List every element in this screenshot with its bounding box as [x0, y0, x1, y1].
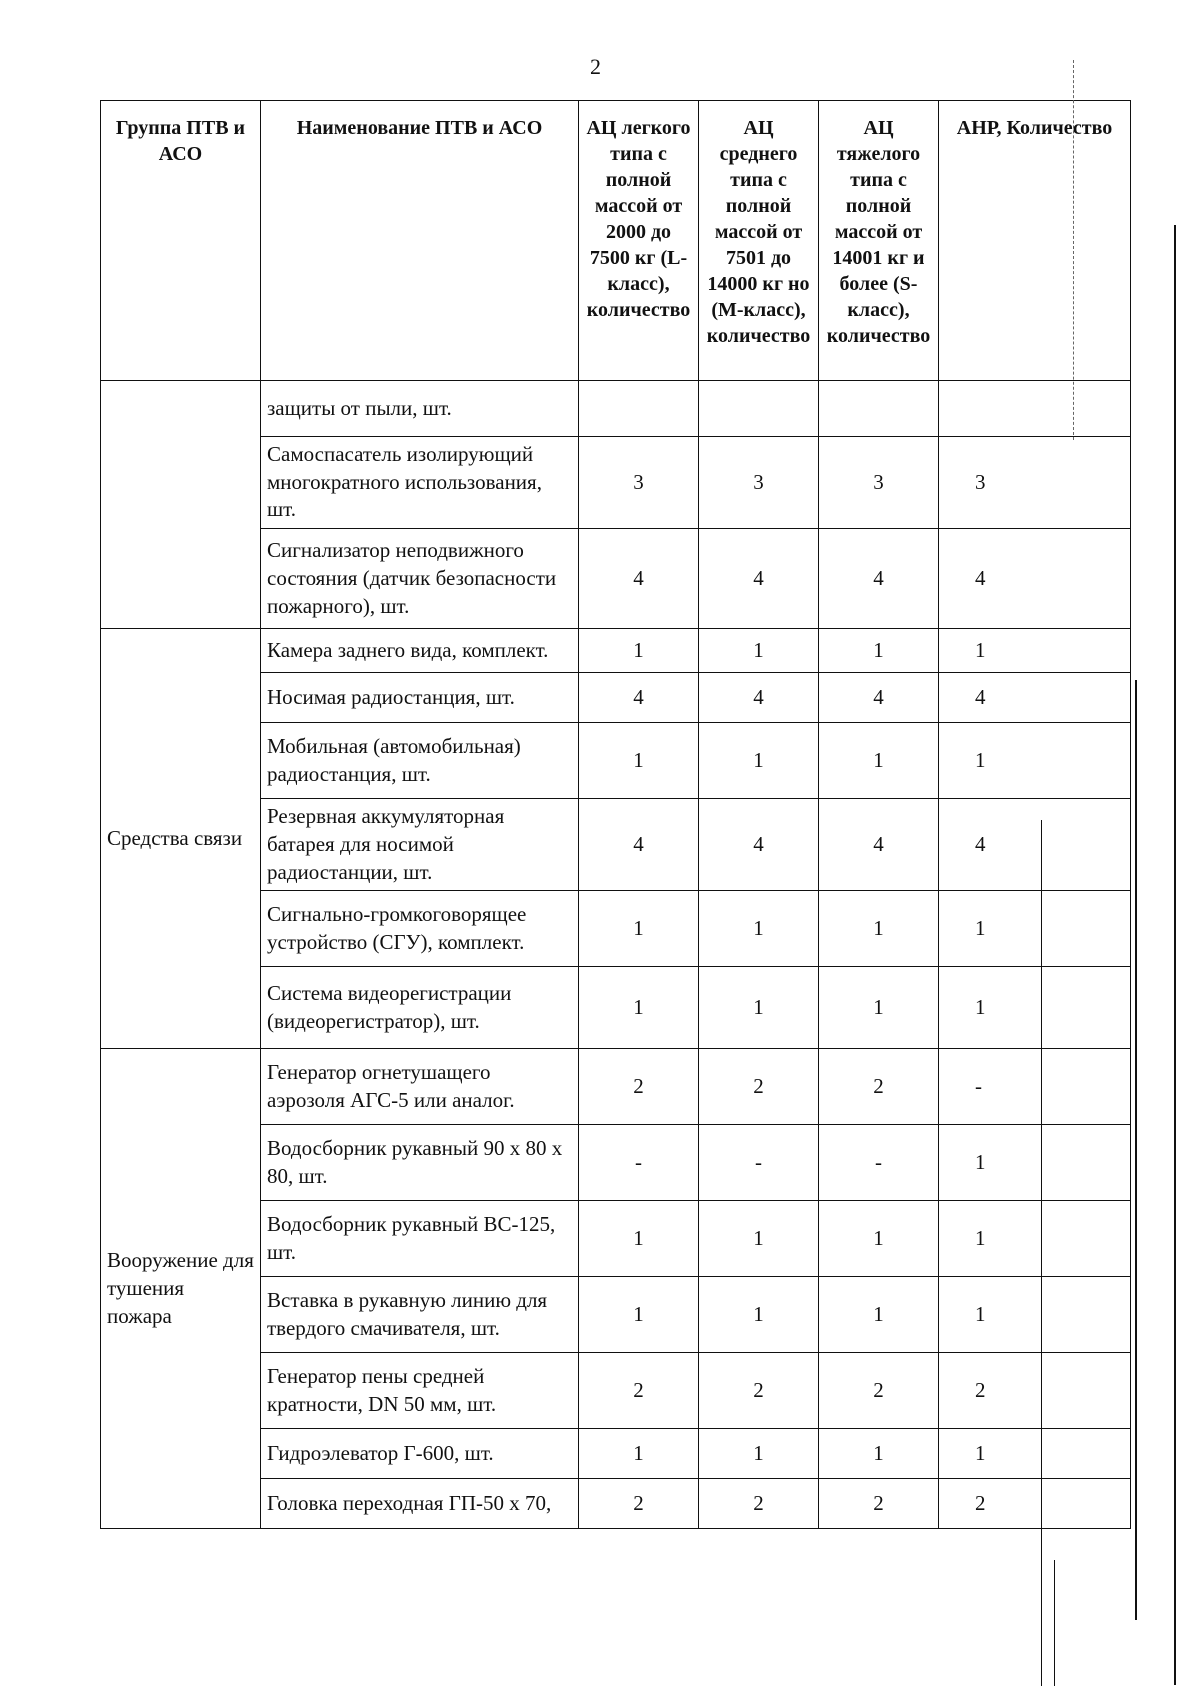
value-heavy: 4 — [819, 529, 939, 629]
value-medium: 4 — [699, 799, 819, 891]
item-name: Самоспасатель изолирующий многократного использования, шт. — [261, 437, 579, 529]
scan-artifact-line — [1073, 60, 1075, 440]
item-name: Мобильная (автомобильная) радиостанция, шт. — [261, 723, 579, 799]
value-light: - — [579, 1125, 699, 1201]
item-name: Вставка в рукавную линию для твердого смачивателя, шт. — [261, 1277, 579, 1353]
item-name: Водосборник рукавный ВС-125, шт. — [261, 1201, 579, 1277]
value-medium: 1 — [699, 1277, 819, 1353]
value-anr: 1 — [939, 1429, 1131, 1479]
item-name: Носимая радиостанция, шт. — [261, 673, 579, 723]
value-heavy — [819, 381, 939, 437]
item-name: Сигнализатор неподвижного состояния (датчик безопасности пожарного), шт. — [261, 529, 579, 629]
item-name: Водосборник рукавный 90 х 80 х 80, шт. — [261, 1125, 579, 1201]
page-number: 2 — [590, 54, 601, 79]
table-row — [101, 381, 1131, 437]
value-light: 1 — [579, 1429, 699, 1479]
scan-artifact-line — [1054, 1560, 1055, 1686]
scan-artifact-line — [1135, 680, 1137, 1620]
item-name: Гидроэлеватор Г-600, шт. — [261, 1429, 579, 1479]
value-light: 4 — [579, 799, 699, 891]
value-anr: 1 — [939, 1125, 1131, 1201]
value-heavy: 1 — [819, 1277, 939, 1353]
value-anr: 3 — [939, 437, 1131, 529]
value-light — [579, 381, 699, 437]
value-heavy: 1 — [819, 1429, 939, 1479]
scan-artifact-line — [1174, 225, 1176, 1685]
value-heavy: 4 — [819, 799, 939, 891]
value-anr: 1 — [939, 1201, 1131, 1277]
value-medium: 1 — [699, 1429, 819, 1479]
value-medium: 4 — [699, 673, 819, 723]
value-anr: 1 — [939, 723, 1131, 799]
value-medium — [699, 381, 819, 437]
item-name: Резервная аккумуляторная батарея для носимой радиостанции, шт. — [261, 799, 579, 891]
table-header-row — [101, 101, 1131, 381]
value-anr — [939, 381, 1131, 437]
value-heavy: 1 — [819, 723, 939, 799]
value-light: 1 — [579, 891, 699, 967]
item-name: Система видеорегистрации (видеорегистратор), шт. — [261, 967, 579, 1049]
scan-artifact-line — [1041, 820, 1042, 1686]
value-heavy: - — [819, 1125, 939, 1201]
group-cell — [101, 381, 261, 629]
value-light: 4 — [579, 529, 699, 629]
equipment-table — [100, 100, 1131, 1529]
value-anr: 1 — [939, 967, 1131, 1049]
value-light: 1 — [579, 967, 699, 1049]
item-name: Генератор огнетушащего аэрозоля АГС-5 или аналог. — [261, 1049, 579, 1125]
table-row — [101, 629, 1131, 673]
value-anr: 2 — [939, 1479, 1131, 1529]
header-heavy-class: АЦ тяжелого типа с полной массой от 14001 кг и более (S-класс), количество — [819, 101, 939, 381]
value-medium: 1 — [699, 629, 819, 673]
value-light: 2 — [579, 1049, 699, 1125]
value-medium: 2 — [699, 1353, 819, 1429]
value-light: 4 — [579, 673, 699, 723]
value-light: 3 — [579, 437, 699, 529]
value-heavy: 2 — [819, 1049, 939, 1125]
value-light: 2 — [579, 1353, 699, 1429]
item-name: защиты от пыли, шт. — [261, 381, 579, 437]
value-heavy: 3 — [819, 437, 939, 529]
value-heavy: 2 — [819, 1353, 939, 1429]
value-medium: 4 — [699, 529, 819, 629]
group-cell: Средства связи — [101, 629, 261, 1049]
value-light: 1 — [579, 1201, 699, 1277]
item-name: Камера заднего вида, комплект. — [261, 629, 579, 673]
value-light: 1 — [579, 1277, 699, 1353]
value-anr: 4 — [939, 799, 1131, 891]
value-medium: 1 — [699, 723, 819, 799]
value-medium: 1 — [699, 1201, 819, 1277]
value-anr: 4 — [939, 529, 1131, 629]
value-medium: 3 — [699, 437, 819, 529]
header-group: Группа ПТВ и АСО — [101, 101, 261, 381]
header-name: Наименование ПТВ и АСО — [261, 101, 579, 381]
header-light-class: АЦ легкого типа с полной массой от 2000 до 7500 кг (L-класс), количество — [579, 101, 699, 381]
value-medium: - — [699, 1125, 819, 1201]
value-anr: 1 — [939, 1277, 1131, 1353]
value-heavy: 1 — [819, 891, 939, 967]
table-row — [101, 1049, 1131, 1125]
value-anr: - — [939, 1049, 1131, 1125]
value-heavy: 1 — [819, 629, 939, 673]
value-anr: 2 — [939, 1353, 1131, 1429]
value-medium: 1 — [699, 967, 819, 1049]
value-medium: 2 — [699, 1049, 819, 1125]
value-light: 2 — [579, 1479, 699, 1529]
value-medium: 1 — [699, 891, 819, 967]
value-anr: 1 — [939, 629, 1131, 673]
header-anr: АНР, Количество — [939, 101, 1131, 381]
value-anr: 1 — [939, 891, 1131, 967]
header-medium-class: АЦ среднего типа с полной массой от 7501 до 14000 кг но (M-класс), количество — [699, 101, 819, 381]
value-heavy: 1 — [819, 967, 939, 1049]
value-anr: 4 — [939, 673, 1131, 723]
value-medium: 2 — [699, 1479, 819, 1529]
value-heavy: 1 — [819, 1201, 939, 1277]
group-cell: Вооружение для тушения пожара — [101, 1049, 261, 1529]
value-heavy: 2 — [819, 1479, 939, 1529]
value-heavy: 4 — [819, 673, 939, 723]
item-name: Головка переходная ГП-50 х 70, — [261, 1479, 579, 1529]
value-light: 1 — [579, 629, 699, 673]
item-name: Генератор пены средней кратности, DN 50 мм, шт. — [261, 1353, 579, 1429]
item-name: Сигнально-громкоговорящее устройство (СГУ), комплект. — [261, 891, 579, 967]
value-light: 1 — [579, 723, 699, 799]
